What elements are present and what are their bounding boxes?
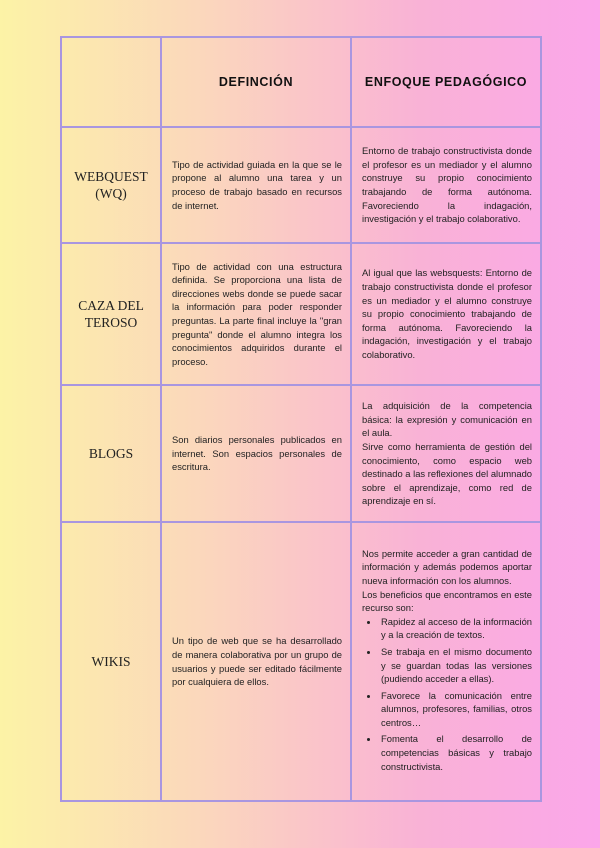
table-row	[61, 127, 541, 243]
definition-cell: Tipo de actividad guiada en la que se le propone al alumno una tarea y un proceso de trabajo basado en recursos de internet.	[161, 127, 351, 243]
approach-cell: Al igual que las websquests: Entorno de trabajo constructivista donde el profesor es un mediador y el alumno construye su propio conocimiento trabajando de forma autónoma. Favoreciendo la indagación, investigación y el trabajo colaborativo.	[351, 243, 541, 385]
list-item: • Favorece la comunicación entre alumnos, profesores, familias, otros centros…	[379, 689, 532, 730]
comparison-table	[60, 36, 542, 802]
approach-cell	[351, 385, 541, 522]
approach-paragraph: La adquisición de la competencia básica: la expresión y comunicación en el aula.	[362, 400, 532, 439]
table-row	[61, 243, 541, 385]
table-row	[61, 385, 541, 522]
term-cell: WEBQUEST (WQ)	[61, 127, 161, 243]
list-item: • Rapidez al acceso de la información y a la creación de textos.	[379, 615, 532, 642]
term-cell: WIKIS	[61, 522, 161, 801]
approach-paragraph: Los beneficios que encontramos en este recurso son:	[362, 588, 532, 614]
term-cell: CAZA DEL TEROSO	[61, 243, 161, 385]
header-empty-cell	[61, 37, 161, 127]
definition-cell: Un tipo de web que se ha desarrollado de manera colaborativa por un grupo de usuarios y puede ser editado fácilmente por cualquiera de ellos.	[161, 522, 351, 801]
approach-cell: Entorno de trabajo constructivista donde el profesor es un mediador y el alumno construye su propio conocimiento trabajando de forma autónoma. Favoreciendo la indagación, investigación y el trabajo colaborativo.	[351, 127, 541, 243]
list-item: • Fomenta el desarrollo de competencias básicas y trabajo constructivista.	[379, 732, 532, 773]
approach-paragraph: Sirve como herramienta de gestión del conocimiento, como espacio web destinado a las reflexiones del alumnado sobre el aprendizaje, como red de aprendizaje en sí.	[362, 440, 532, 507]
benefits-list	[362, 615, 532, 774]
table-row	[61, 522, 541, 801]
list-item: • Se trabaja en el mismo documento y se guardan todas las versiones (pudiendo acceder a ellas).	[379, 645, 532, 686]
definition-cell: Tipo de actividad con una estructura definida. Se proporciona una lista de direcciones webs donde se puede sacar la información para poder responder preguntas. La parte final incluye la "gran pregunta" donde el alumno integra los conocimientos adquiridos durante el proceso.	[161, 243, 351, 385]
definition-cell: Son diarios personales publicados en internet. Son espacios personales de escritura.	[161, 385, 351, 522]
header-approach: ENFOQUE PEDAGÓGICO	[351, 37, 541, 127]
term-cell: BLOGS	[61, 385, 161, 522]
approach-cell	[351, 522, 541, 801]
approach-paragraph: Nos permite acceder a gran cantidad de información y además podemos aportar nueva información con los alumnos.	[362, 547, 532, 586]
header-row	[61, 37, 541, 127]
header-definition: DEFINCIÓN	[161, 37, 351, 127]
